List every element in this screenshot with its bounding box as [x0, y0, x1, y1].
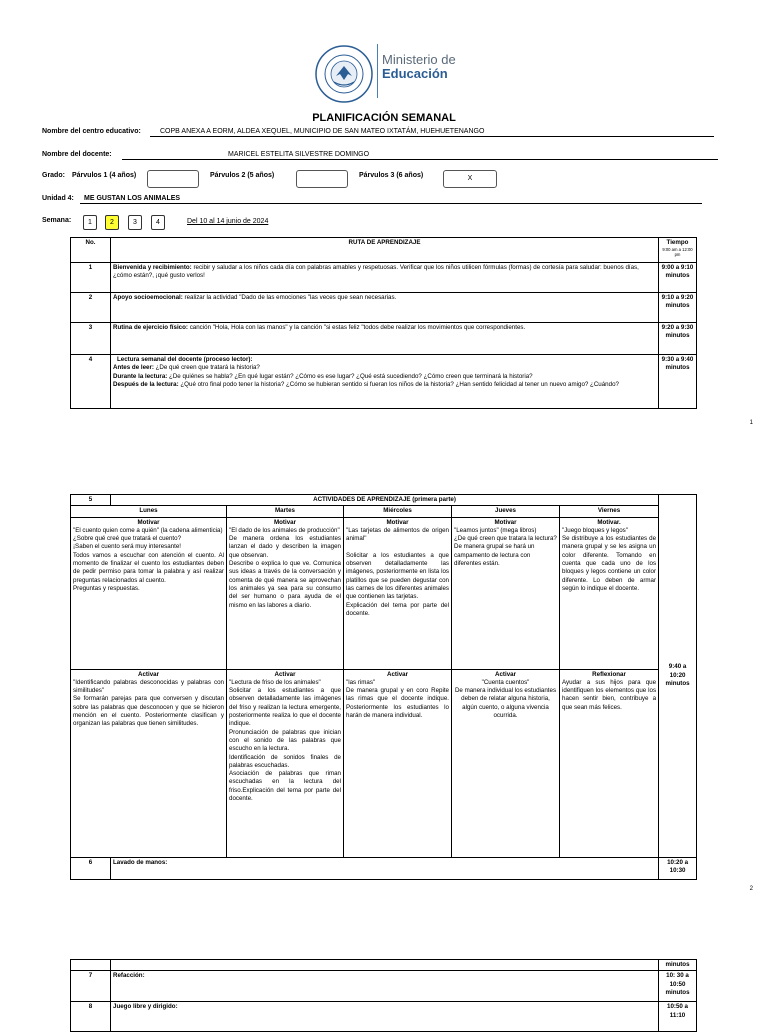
- day-martes: Martes: [227, 506, 344, 517]
- table-row: 7 Refacción: 10: 30 a 10:50 minutos: [71, 971, 697, 1002]
- header-no: No.: [71, 238, 111, 263]
- week-4[interactable]: 4: [151, 215, 165, 230]
- actividades-table: [70, 494, 697, 880]
- header-tiempo: Tiempo 9:00 am a 12:00 pm: [659, 238, 697, 263]
- activar-row: Activar "Identificando palabras desconocidas y palabras con similitudes" Se formarán parejas para que conversen y discutan sobre las palabras que desconocen y que se hicieron mención en el cuento. Posteriormente clasifican y organizan las palabras que tienen similitudes. Activar "Lectura de friso de los animales" Solicitar a los estudiantes a que observen detalladamente las imágenes del friso y realizan la lectura emergente, posteriormente realiza lo que el docente indique. Pronunciación de palabras que inician con el sonido de las palabras que escucho en la lectura. Identificación de sonidos finales de palabras escuchadas. Asociación de palabras que riman escuchadas en la lectura del friso.Explicación del tema por parte del docente. Activar "las rimas" De manera grupal y en coro Repite las rimas que el docente indique. Posteriormente los estudiantes lo harán de manera individual. Activar "Cuenta cuentos" De manera individual los estudiantes deben de relatar alguna historia, algún cuento, o alguna vivencia ocurrida. Reflexionar Ayudar a sus hijos para que identifiquen los elementos que los hacen sentir bien, contribuye a que sean más felices.: [71, 669, 697, 857]
- week-1[interactable]: 1: [83, 215, 97, 230]
- parvulos2-box[interactable]: [296, 170, 348, 188]
- parvulos1-label: Párvulos 1 (4 años): [72, 172, 137, 179]
- table-row: 4 Lectura semanal del docente (proceso lector): Antes de leer: ¿De qué creen que tratará la historia? Durante la lectura: ¿De quiénes se habla? ¿En qué lugar están? ¿Cómo es ese lugar? ¿Qué está sucediendo? ¿Cómo creen que terminará la historia? Después de la lectura: ¿Qué otro final podo tener la historia? ¿Cómo se hubieran sentido si fueran los niños de la historia? ¿Han sentido felicidad al tener un nuevo amigo? ¿Cuándo? 9:30 a 9:40 minutos: [71, 355, 697, 409]
- table-row: 6 Lavado de manos: 10:20 a 10:30: [71, 857, 697, 879]
- table-row: 1 Bienvenida y recibimiento: recibir y saludar a los niños cada día con palabras amables y respetuosas. Verificar que los niños utilicen fórmulas (formas) de cortesía para saludar: buenos días, ¿cómo están?, ¡qué gusto verlos! 9:00 a 9:10 minutos: [71, 263, 697, 293]
- header-ruta: RUTA DE APRENDIZAJE: [111, 238, 659, 263]
- day-jueves: Jueves: [452, 506, 560, 517]
- logo-line1: Ministerio de: [382, 52, 456, 67]
- week-3[interactable]: 3: [128, 215, 142, 230]
- docente-line: [122, 150, 718, 160]
- parvulos3-label: Párvulos 3 (6 años): [359, 172, 424, 179]
- day-viernes: Viernes: [560, 506, 659, 517]
- centro-value: COPB ANEXA A EORM, ALDEA XEQUEL, MUNICIPIO DE SAN MATEO IXTATÁM, HUEHUETENANGO: [160, 128, 485, 135]
- day-miercoles: Miércoles: [344, 506, 452, 517]
- docente-value: MARICEL ESTELITA SILVESTRE DOMINGO: [228, 151, 370, 158]
- table-row: 8 Juego libre y dirigido: 10:50 a 11:10: [71, 1002, 697, 1032]
- docente-label: Nombre del docente:: [42, 151, 112, 158]
- logo-line2: Educación: [382, 66, 448, 81]
- parvulos3-box[interactable]: X: [443, 170, 497, 188]
- logo-divider: [377, 44, 378, 98]
- page-number-1: 1: [749, 420, 753, 426]
- parvulos2-label: Párvulos 2 (5 años): [210, 172, 275, 179]
- unidad-label: Unidad 4:: [42, 195, 74, 202]
- semana-label: Semana:: [42, 217, 72, 224]
- actividades-heading: ACTIVIDADES DE APRENDIZAJE (primera parte): [111, 495, 659, 506]
- table-row: 3 Rutina de ejercicio físico: canción "Hola, Hola con las manos" y la canción "si estas feliz "todos debe realizar los movimientos que correspondientes. 9:20 a 9:30 minutos: [71, 323, 697, 355]
- centro-label: Nombre del centro educativo:: [42, 128, 141, 135]
- grado-label: Grado:: [42, 172, 65, 179]
- table-row: 2 Apoyo socioemocional: realizar la actividad "Dado de las emociones "las veces que sean necesarias. 9:10 a 9:20 minutos: [71, 293, 697, 323]
- parvulos1-box[interactable]: [147, 170, 199, 188]
- row-no-5: 5: [71, 495, 111, 506]
- top-time: minutos: [659, 960, 697, 971]
- rutina-table-2: [70, 959, 697, 1032]
- ruta-table: [70, 237, 697, 409]
- unidad-value: ME GUSTAN LOS ANIMALES: [84, 195, 181, 202]
- time-activ: 9:40 a 10:20 minutos: [659, 495, 697, 858]
- day-lunes: Lunes: [71, 506, 227, 517]
- page-title: PLANIFICACIÓN SEMANAL: [312, 112, 456, 124]
- ministry-seal-icon: [314, 44, 374, 104]
- motivar-row: Motivar "El cuento quien come a quién" (la cadena alimenticia) ¿Sobre qué creé que tratará el cuento? ¡Saben el cuento será muy interesante! Todos vamos a escuchar con atención el cuento. Al momento de finalizar el cuento los estudiantes deben de pedir permiso para tomar la palabra y así realizar preguntas relacionados al cuento. Preguntas y respuestas. Motivar "El dado de los animales de producción" De manera ordena los estudiantes lanzan el dado y describen la imagen que observan. Describe o explica lo que ve. Comunica sus ideas a través de la conversación y comenta de qué manera se aprovechan los animales ya sea para su consumo del ser humano o para ayuda de el mismo en las labores a diario. Motivar "Las tarjetas de alimentos de origen animal" Solicitar a los estudiantes a que observen detalladamente las imágenes, posteriormente en lista los platillos que se pueden degustar con las carnes de los diferentes animales que contienen las tarjetas. Explicación del tema por parte del docente. Motivar "Leamos juntos" (mega libros) ¿De qué creen que tratara la lectura? De manera grupal se hará un campamento de lectura con diferentes están. Motivar. "Juego bloques y legos" Se distribuye a los estudiantes de manera grupal y se les asigna un color diferente. Tomando en cuenta que cada uno de los bloques y legos contiene un color diferente. Lo deben de armar según lo indique el docente.: [71, 517, 697, 669]
- week-2[interactable]: 2: [105, 215, 119, 230]
- page-number-2: 2: [749, 886, 753, 892]
- fecha: Del 10 al 14 junio de 2024: [187, 218, 269, 225]
